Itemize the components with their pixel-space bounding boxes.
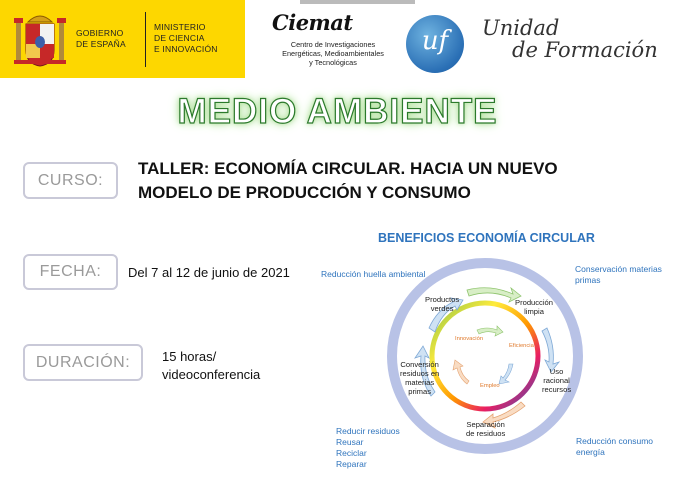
duracion-value: 15 horas/ videoconferencia — [162, 349, 261, 382]
inner-label-innovacion: Innovación — [455, 336, 484, 342]
label-separacion-residuos: Separación de residuos — [466, 420, 506, 438]
uf-logo-text: uf — [421, 26, 449, 56]
label-conversion-residuos: Conversión residuos en materias primas — [400, 360, 440, 396]
unidad-logo-line1: Unidad — [482, 16, 560, 40]
label-produccion-limpia: Producción limpia — [515, 298, 553, 316]
corner-bottom-right: Reducción consumo energía — [576, 436, 654, 457]
fecha-label: FECHA: — [23, 254, 118, 290]
corner-top-left: Reducción huella ambiental — [321, 269, 426, 279]
inner-label-eficiencia: Eficiencia — [509, 343, 534, 349]
coat-of-arms-icon — [12, 8, 68, 70]
fecha-value: Del 7 al 12 de junio de 2021 — [128, 265, 290, 280]
corner-bottom-left: Reducir residuos Reusar Reciclar Reparar — [336, 426, 400, 469]
duracion-label: DURACIÓN: — [23, 344, 143, 381]
diagram-title: BENEFICIOS ECONOMÍA CIRCULAR — [378, 231, 595, 245]
inner-label-empleo: Empleo — [480, 383, 500, 389]
ministerio-text: MINISTERIO DE CIENCIA E INNOVACIÓN — [154, 22, 218, 54]
page-title: MEDIO AMBIENTE — [177, 92, 498, 131]
course-title: TALLER: ECONOMÍA CIRCULAR. HACIA UN NUEVO MODELO DE PRODUCCIÓN Y CONSUMO — [138, 159, 558, 202]
top-decor-bar — [300, 0, 415, 4]
curso-label: CURSO: — [23, 162, 118, 199]
corner-top-right: Conservación materias primas — [575, 264, 662, 285]
unidad-logo-line2: de Formación — [512, 38, 658, 62]
ciemat-subtitle: Centro de Investigaciones Energéticas, Medioambientales y Tecnológicas — [282, 40, 384, 67]
label-productos-verdes: Productos verdes — [425, 295, 460, 313]
header-divider — [145, 12, 146, 67]
gobierno-text: GOBIERNO DE ESPAÑA — [76, 28, 126, 49]
ciemat-logo: Ciemat — [272, 10, 353, 35]
rainbow-ring — [432, 303, 538, 409]
label-uso-racional: Uso racional recursos — [542, 367, 572, 394]
